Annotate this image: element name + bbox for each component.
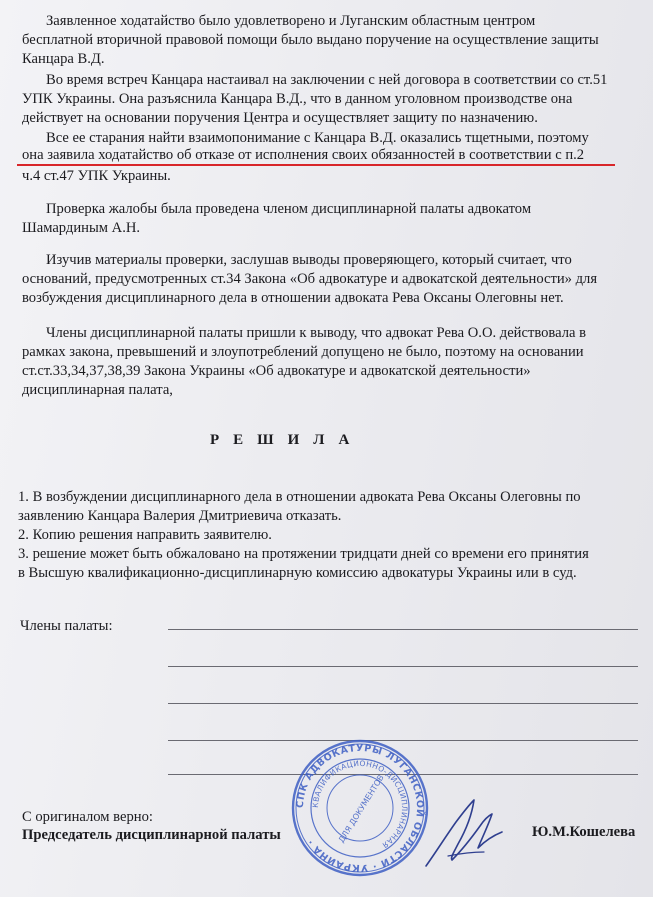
chairman-name: Ю.М.Кошелева <box>532 824 636 840</box>
red-underline <box>17 164 615 166</box>
p5-line1: Изучив материалы проверки, заслушав выводы проверяющего, который считает, что <box>46 252 572 268</box>
p2-line1: Во время встреч Канцара настаивал на заключении с ней договора в соответствии со ст.51 <box>46 72 608 88</box>
p6-line2: рамках закона, превышений и злоупотреблений допущено не было, поэтому на основании <box>22 344 584 360</box>
p3-line2: она заявила ходатайство об отказе от исполнения своих обязанностей в соответствии с п.2 <box>22 147 585 163</box>
p5-line2: оснований, предусмотренных ст.34 Закона «Об адвокатуре и адвокатской деятельности» для <box>22 271 598 287</box>
stamp-inner-text: КВАЛИФИКАЦИОННО-ДИСЦИПЛИНАРНАЯ <box>310 758 410 850</box>
p6-line1: Члены дисциплинарной палаты пришли к выводу, что адвокат Рева О.О. действовала в <box>46 325 587 341</box>
p3-line1: Все ее старания найти взаимопонимание с Канцара В.Д. оказались тщетными, поэтому <box>46 130 589 146</box>
decision-item-3-line1: 3. решение может быть обжаловано на протяжении тридцати дней со времени его принятия <box>18 546 589 562</box>
certified-label: С оригиналом верно: <box>22 809 153 825</box>
p1-line3: Канцара В.Д. <box>22 51 105 67</box>
p5-line3: возбуждения дисциплинарного дела в отношении адвоката Рева Оксаны Олеговны нет. <box>22 290 564 306</box>
p4-line2: Шамардиным А.Н. <box>22 220 141 236</box>
chairman-label: Председатель дисциплинарной палаты <box>22 827 281 843</box>
p6-line3: ст.ст.33,34,37,38,39 Закона Украины «Об адвокатуре и адвокатской деятельности» <box>22 363 531 379</box>
decision-item-1-line2: заявлению Канцара Валерия Дмитриевича отказать. <box>18 508 342 524</box>
p1-line2: бесплатной вторичной правовой помощи было выдано поручение на осуществление защиты <box>22 32 599 48</box>
decision-item-3-line2: в Высшую квалификационно-дисциплинарную комиссию адвокатуры Украины или в суд. <box>18 565 577 581</box>
signature-line-2 <box>168 666 638 667</box>
signature-line-3 <box>168 703 638 704</box>
decision-heading: РЕШИЛА <box>210 432 364 448</box>
members-label: Члены палаты: <box>20 618 113 634</box>
p4-line1: Проверка жалобы была проведена членом дисциплинарной палаты адвокатом <box>46 201 532 217</box>
signature-scribble-icon <box>418 796 518 872</box>
signature-line-1 <box>168 629 638 630</box>
p2-line3: действует на основании поручения Центра и осуществляет защиту по назначению. <box>22 110 538 126</box>
stamp-outer-text: СПК АДВОКАТУРЫ ЛУГАНСКОЙ ОБЛАСТИ · УКРАИНА · <box>294 742 426 874</box>
decision-item-1-line1: 1. В возбуждении дисциплинарного дела в отношении адвоката Рева Оксаны Олеговны по <box>18 489 581 505</box>
p6-line4: дисциплинарная палата, <box>22 382 173 398</box>
p2-line2: УПК Украины. Она разъяснила Канцара В.Д., что в данном уголовном производстве она <box>22 91 573 107</box>
decision-item-2: 2. Копию решения направить заявителю. <box>18 527 272 543</box>
official-stamp-icon <box>290 738 430 878</box>
p1-line1: Заявленное ходатайство было удовлетворено и Луганским областным центром <box>46 13 536 29</box>
stamp-center-text: ДЛЯ ДОКУМЕНТОВ <box>336 773 386 845</box>
p3-line3: ч.4 ст.47 УПК Украины. <box>22 168 171 184</box>
